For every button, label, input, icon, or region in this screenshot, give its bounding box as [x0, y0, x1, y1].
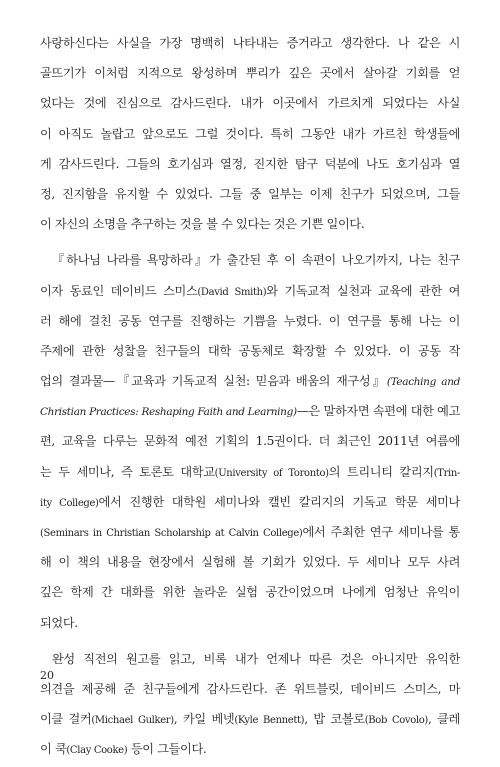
text-line: 이 아직도 놀랍고 앞으로도 그럴 것이다. 특히 그동안 내가 가르친 학생들에 [40, 126, 460, 141]
text-line: 골뜨기가 이처럼 지적으로 왕성하며 뿌리가 깊은 곳에서 살아갈 기회를 얻 [40, 66, 460, 81]
text-line: 완성 직전의 원고를 읽고, 비록 내가 언제나 따른 것은 아니지만 유익한 [52, 651, 460, 666]
text-line: 해 이 책의 내용을 현장에서 실험해 볼 기회가 있었다. 두 세미나 모두 사려 [40, 555, 460, 570]
text-line: 되었다. [40, 615, 78, 630]
text-line: Christian Practices: Reshaping Faith and Learning)—은 말하자면 속편에 대한 예고 [40, 404, 460, 419]
text-line: 이 쿡(Clay Cooke) 등이 그들이다. [40, 742, 207, 757]
text-line: 업의 결과물—『교육과 기독교적 실천: 믿음과 배움의 재구성』(Teaching and [40, 374, 460, 389]
text-line: 사랑하신다는 사실을 가장 명백히 나타내는 증거라고 생각한다. 나 같은 시 [40, 36, 460, 50]
text-line: 의견을 제공해 준 친구들에게 감사드린다. 존 위트블릿, 데이비드 스미스, 마 [40, 681, 460, 696]
text-line: 편, 교육을 다루는 문화적 예전 기획의 1.5권이다. 더 최근인 2011년 여름에 [40, 434, 460, 449]
text-line: 이자 동료인 데이비드 스미스(David Smith)와 기독교적 실천과 교육에 관한 여 [40, 283, 460, 298]
text-line: ity College)에서 진행한 대학원 세미나와 캘빈 칼리지의 기독교 학문 세미나 [40, 494, 460, 509]
text-line: 는 두 세미나, 즉 토론토 대학교(University of Toronto)의 트리니티 칼리지(Trin- [40, 464, 460, 479]
text-line: 주제에 관한 성찰을 친구들의 대학 공동체로 확장할 수 있었다. 이 공동 작 [40, 343, 460, 358]
text-line: 었다는 것에 진심으로 감사드린다. 내가 이곳에서 가르치게 되었다는 사실 [40, 96, 460, 111]
text-line: 러 해에 걸친 공동 연구를 진행하는 기쁨을 누렸다. 이 연구를 통해 나는 이 [40, 313, 460, 328]
page-number: 20 [40, 669, 54, 682]
text-line: (Seminars in Christian Scholarship at Calvin College)에서 주최한 연구 세미나를 통 [40, 525, 460, 539]
text-line: 이 자신의 소명을 추구하는 것을 볼 수 있다는 것은 기쁜 일이다. [40, 217, 365, 232]
text-line: 정, 진지함을 유지할 수 있었다. 그들 중 일부는 이제 친구가 되었으며, 그들 [40, 186, 460, 201]
text-line: 『하나님 나라를 욕망하라』가 출간된 후 이 속편이 나오기까지, 나는 친구 [52, 253, 460, 268]
text-line: 게 감사드린다. 그들의 호기심과 열정, 진지한 탐구 덕분에 나도 호기심과 열 [40, 156, 460, 171]
body-text [40, 28, 460, 765]
text-line: 깊은 학제 간 대화를 위한 놀라운 실험 공간이었으며 나에게 엄청난 유익이 [40, 585, 460, 600]
text-line: 이클 걸커(Michael Gulker), 카일 베넷(Kyle Bennett), 밥 코볼로(Bob Covolo), 클레 [40, 712, 461, 727]
